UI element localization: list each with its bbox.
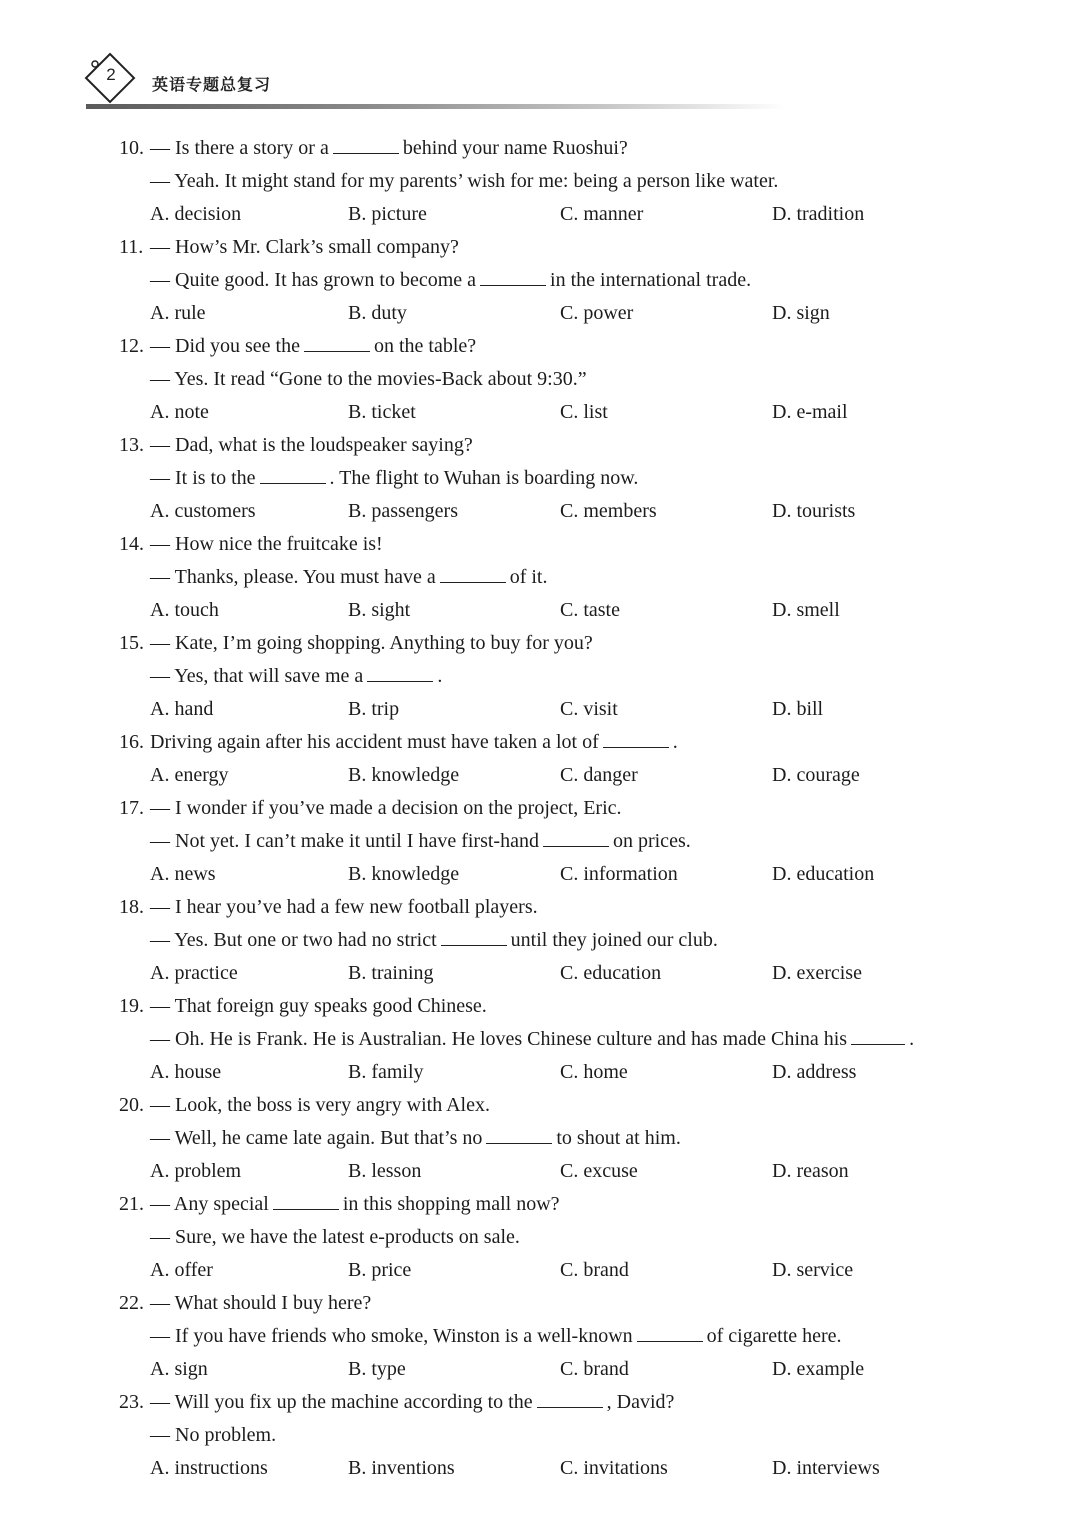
option-a: A. energy xyxy=(150,764,229,786)
option-c: C. members xyxy=(560,500,657,522)
option-b: B. trip xyxy=(348,698,400,720)
question-number: 16. xyxy=(119,731,144,753)
question-13 xyxy=(0,429,1080,528)
option-b: B. knowledge xyxy=(348,764,460,786)
option-c: C. brand xyxy=(560,1259,629,1281)
question-number: 14. xyxy=(119,533,144,555)
question-19 xyxy=(0,990,1080,1089)
option-b: B. training xyxy=(348,962,434,984)
option-c: C. taste xyxy=(560,599,620,621)
option-b: B. passengers xyxy=(348,500,458,522)
option-d: D. courage xyxy=(772,764,860,786)
question-number: 15. xyxy=(119,632,144,654)
question-18 xyxy=(0,891,1080,990)
answer-line: — No problem. xyxy=(150,1424,277,1446)
question-number: 19. xyxy=(119,995,144,1017)
question-20 xyxy=(0,1089,1080,1188)
question-stem: — Kate, I’m going shopping. Anything to buy for you? xyxy=(150,632,593,654)
question-number: 21. xyxy=(119,1193,144,1215)
option-a: A. customers xyxy=(150,500,256,522)
answer-blank xyxy=(637,1325,703,1342)
question-22 xyxy=(0,1287,1080,1386)
question-number: 12. xyxy=(119,335,144,357)
question-number: 11. xyxy=(119,236,144,258)
question-number: 18. xyxy=(119,896,144,918)
answer-blank xyxy=(537,1391,603,1408)
question-12 xyxy=(0,330,1080,429)
option-c: C. power xyxy=(560,302,634,324)
answer-line: — Not yet. I can’t make it until I have first-hand on prices. xyxy=(150,830,691,852)
answer-line: — Yes. It read “Gone to the movies-Back about 9:30.” xyxy=(150,368,587,390)
option-a: A. note xyxy=(150,401,209,423)
question-14 xyxy=(0,528,1080,627)
option-c: C. information xyxy=(560,863,678,885)
answer-blank xyxy=(480,269,546,286)
answer-blank xyxy=(603,731,669,748)
question-11 xyxy=(0,231,1080,330)
question-15 xyxy=(0,627,1080,726)
option-d: D. interviews xyxy=(772,1457,880,1479)
option-b: B. type xyxy=(348,1358,406,1380)
question-stem: — How’s Mr. Clark’s small company? xyxy=(150,236,459,258)
answer-blank xyxy=(486,1127,552,1144)
question-stem: — Is there a story or a behind your name Ruoshui? xyxy=(150,137,628,159)
option-d: D. education xyxy=(772,863,875,885)
option-b: B. inventions xyxy=(348,1457,455,1479)
question-stem: — What should I buy here? xyxy=(150,1292,372,1314)
option-c: C. list xyxy=(560,401,608,423)
question-stem: — Did you see the on the table? xyxy=(150,335,477,357)
answer-blank xyxy=(260,467,326,484)
option-c: C. brand xyxy=(560,1358,629,1380)
answer-line: — Quite good. It has grown to become a in the international trade. xyxy=(150,269,752,291)
answer-line: — Yes, that will save me a . xyxy=(150,665,443,687)
option-b: B. family xyxy=(348,1061,424,1083)
option-b: B. ticket xyxy=(348,401,416,423)
option-a: A. instructions xyxy=(150,1457,268,1479)
option-b: B. price xyxy=(348,1259,412,1281)
answer-blank xyxy=(367,665,433,682)
answer-line: — Oh. He is Frank. He is Australian. He loves Chinese culture and has made China his . xyxy=(150,1028,915,1050)
option-a: A. problem xyxy=(150,1160,242,1182)
question-stem: — Look, the boss is very angry with Alex. xyxy=(150,1094,490,1116)
option-b: B. picture xyxy=(348,203,427,225)
option-c: C. home xyxy=(560,1061,628,1083)
option-c: C. visit xyxy=(560,698,618,720)
answer-line: — It is to the . The flight to Wuhan is boarding now. xyxy=(150,467,639,489)
option-d: D. reason xyxy=(772,1160,849,1182)
question-16 xyxy=(0,726,1080,792)
answer-blank xyxy=(441,929,507,946)
page-header xyxy=(84,52,804,112)
answer-blank xyxy=(273,1193,339,1210)
option-c: C. danger xyxy=(560,764,638,786)
option-d: D. tradition xyxy=(772,203,865,225)
option-d: D. smell xyxy=(772,599,840,621)
option-a: A. house xyxy=(150,1061,222,1083)
option-c: C. excuse xyxy=(560,1160,638,1182)
question-stem: — Dad, what is the loudspeaker saying? xyxy=(150,434,473,456)
option-d: D. example xyxy=(772,1358,865,1380)
question-21 xyxy=(0,1188,1080,1287)
question-number: 20. xyxy=(119,1094,144,1116)
option-a: A. sign xyxy=(150,1358,208,1380)
page-number: 2 xyxy=(106,65,116,84)
option-a: A. practice xyxy=(150,962,238,984)
question-stem: — I wonder if you’ve made a decision on the project, Eric. xyxy=(150,797,622,819)
option-d: D. bill xyxy=(772,698,824,720)
answer-line: — Sure, we have the latest e-products on sale. xyxy=(150,1226,520,1248)
answer-line: — Yes. But one or two had no strict until they joined our club. xyxy=(150,929,718,951)
question-stem: — How nice the fruitcake is! xyxy=(150,533,383,555)
option-d: D. e-mail xyxy=(772,401,848,423)
option-d: D. exercise xyxy=(772,962,862,984)
question-10 xyxy=(0,132,1080,231)
option-a: A. decision xyxy=(150,203,242,225)
question-number: 17. xyxy=(119,797,144,819)
question-stem: — Any special in this shopping mall now? xyxy=(150,1193,560,1215)
answer-line: — If you have friends who smoke, Winston is a well-known of cigarette here. xyxy=(150,1325,842,1347)
option-d: D. sign xyxy=(772,302,830,324)
option-d: D. address xyxy=(772,1061,857,1083)
option-b: B. knowledge xyxy=(348,863,460,885)
option-a: A. offer xyxy=(150,1259,213,1281)
option-a: A. rule xyxy=(150,302,206,324)
question-number: 13. xyxy=(119,434,144,456)
answer-blank xyxy=(333,137,399,154)
answer-blank xyxy=(543,830,609,847)
option-b: B. duty xyxy=(348,302,407,324)
option-a: A. news xyxy=(150,863,216,885)
question-number: 22. xyxy=(119,1292,144,1314)
question-stem: — I hear you’ve had a few new football players. xyxy=(150,896,538,918)
question-stem: Driving again after his accident must have taken a lot of . xyxy=(150,731,678,753)
question-number: 23. xyxy=(119,1391,144,1413)
question-number: 10. xyxy=(119,137,144,159)
option-a: A. hand xyxy=(150,698,214,720)
option-d: D. tourists xyxy=(772,500,856,522)
question-list xyxy=(0,132,1080,1485)
header-rule xyxy=(86,104,786,109)
question-stem: — Will you fix up the machine according to the , David? xyxy=(150,1391,675,1413)
book-title: 英语专题总复习 xyxy=(152,75,272,94)
answer-line: — Yeah. It might stand for my parents’ wish for me: being a person like water. xyxy=(150,170,779,192)
answer-blank xyxy=(440,566,506,583)
answer-line: — Thanks, please. You must have a of it. xyxy=(150,566,548,588)
question-23 xyxy=(0,1386,1080,1485)
answer-blank xyxy=(851,1028,905,1045)
option-c: C. education xyxy=(560,962,662,984)
answer-line: — Well, he came late again. But that’s no to shout at him. xyxy=(150,1127,681,1149)
question-17 xyxy=(0,792,1080,891)
option-a: A. touch xyxy=(150,599,219,621)
option-d: D. service xyxy=(772,1259,854,1281)
option-b: B. sight xyxy=(348,599,411,621)
option-c: C. invitations xyxy=(560,1457,668,1479)
question-stem: — That foreign guy speaks good Chinese. xyxy=(150,995,487,1017)
option-b: B. lesson xyxy=(348,1160,422,1182)
answer-blank xyxy=(304,335,370,352)
option-c: C. manner xyxy=(560,203,644,225)
